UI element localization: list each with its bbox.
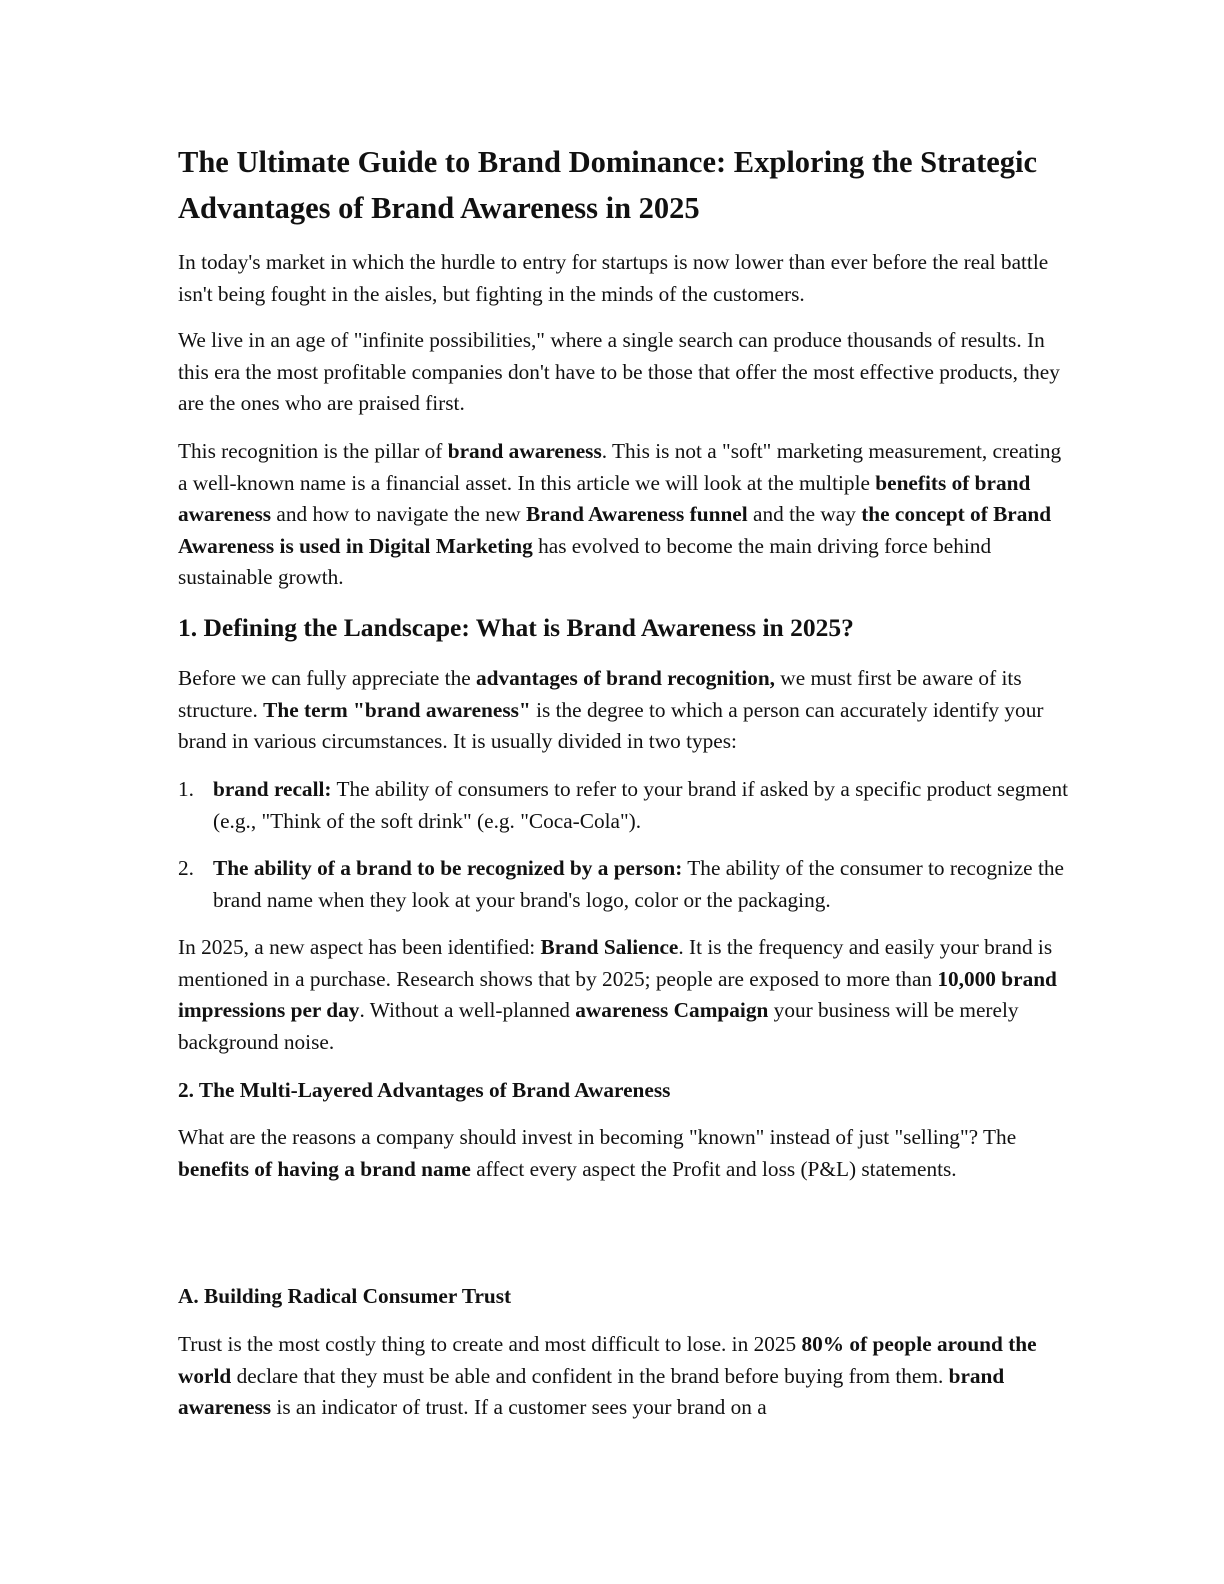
paragraph (178, 663, 1073, 758)
section-heading: 1. Defining the Landscape: What is Brand Awareness in 2025? (178, 613, 854, 642)
text-run: Before we can fully appreciate the (178, 666, 477, 690)
paragraph (178, 932, 1073, 1058)
bold-text: brand awareness (178, 1363, 1005, 1420)
text-run: has evolved to become the main driving force behind sustainable growth. (178, 533, 992, 590)
list-item-text (213, 856, 1064, 912)
bold-text: benefits of brand awareness (178, 470, 1031, 527)
text-run: declare that they must be able and confident in the brand before buying from them. (231, 1363, 949, 1388)
text-run: is an indicator of trust. If a customer sees your brand on a (271, 1395, 767, 1420)
list-item-text (213, 777, 1068, 833)
list-item (178, 853, 1108, 916)
page-title: The Ultimate Guide to Brand Dominance: Exploring the Strategic Advantages of Brand Awareness in 2025 (178, 145, 1038, 225)
bold-text: the concept of Brand Awareness is used in Digital Marketing (178, 502, 1052, 558)
bold-text: awareness Campaign (575, 998, 769, 1023)
list-number: 1. (178, 777, 194, 801)
list-number: 2. (178, 856, 194, 880)
text-run: . This is not a "soft" marketing measurement, creating a well-known name is a financial asset. In this article we will look at the multiple (178, 439, 1062, 495)
text-run: and how to navigate the new (271, 502, 526, 527)
bold-text: Brand Salience (540, 935, 679, 959)
bold-text: 10,000 brand impressions per day (178, 966, 1057, 1023)
paragraph (178, 1122, 1073, 1185)
text-run: . Without a well-planned (359, 998, 576, 1023)
bold-text: The ability of a brand to be recognized by a person: (213, 856, 683, 880)
paragraph (178, 325, 1073, 420)
text-run: affect every aspect the Profit and loss (P&L) statements. (470, 1156, 957, 1181)
text-run: your business will be merely background noise. (178, 998, 1019, 1054)
text-run: . It is the frequency and easily your brand is mentioned in a purchase. Research shows that by 2025; people are exposed to more than (178, 935, 1053, 991)
subsection-heading: 2. The Multi-Layered Advantages of Brand Awareness (178, 1078, 671, 1102)
subsection-heading: A. Building Radical Consumer Trust (178, 1284, 512, 1308)
bold-text: Brand Awareness funnel (525, 502, 748, 527)
text-run: Trust is the most costly thing to create and most difficult to lose. in 2025 (178, 1332, 802, 1356)
bold-text: advantages of brand recognition, (476, 666, 775, 690)
text-run: In 2025, a new aspect has been identified: (178, 935, 541, 959)
list-item (178, 774, 1108, 837)
text-run: The ability of consumers to refer to your brand if asked by a specific product segment (e.g., "Think of the soft drink" (e.g. "Coca-Cola"). (213, 777, 1069, 833)
bold-text: The term "brand awareness" (263, 697, 531, 722)
text-run: What are the reasons a company should invest in becoming "known" instead of just "selling"? The (178, 1125, 1017, 1149)
text-run: The ability of the consumer to recognize the brand name when they look at your brand's logo, color or the packaging. (213, 856, 1064, 912)
text-run: We live in an age of "infinite possibilities," where a single search can produce thousands of results. In this era the most profitable companies don't have to be those that offer the most effective products, they are the ones who are praised first. (178, 328, 1060, 416)
paragraph (178, 436, 1073, 594)
text-run: is the degree to which a person can accurately identify your brand in various circumstances. It is usually divided in two types: (178, 697, 1044, 754)
paragraph (178, 1329, 1073, 1424)
text-run: This recognition is the pillar of (178, 439, 448, 463)
bold-text: brand recall: (213, 777, 332, 801)
text-run: we must first be aware of its structure. (178, 666, 1022, 722)
bold-text: brand awareness (447, 439, 602, 463)
text-run: and the way (747, 502, 862, 527)
text-run: In today's market in which the hurdle to entry for startups is now lower than ever before the real battle isn't being fought in the aisles, but fighting in the minds of the customers. (178, 250, 1049, 306)
bold-text: benefits of having a brand name (178, 1156, 471, 1181)
bold-text: 80% of people around the world (178, 1332, 1037, 1388)
intro-paragraph (178, 247, 1073, 310)
